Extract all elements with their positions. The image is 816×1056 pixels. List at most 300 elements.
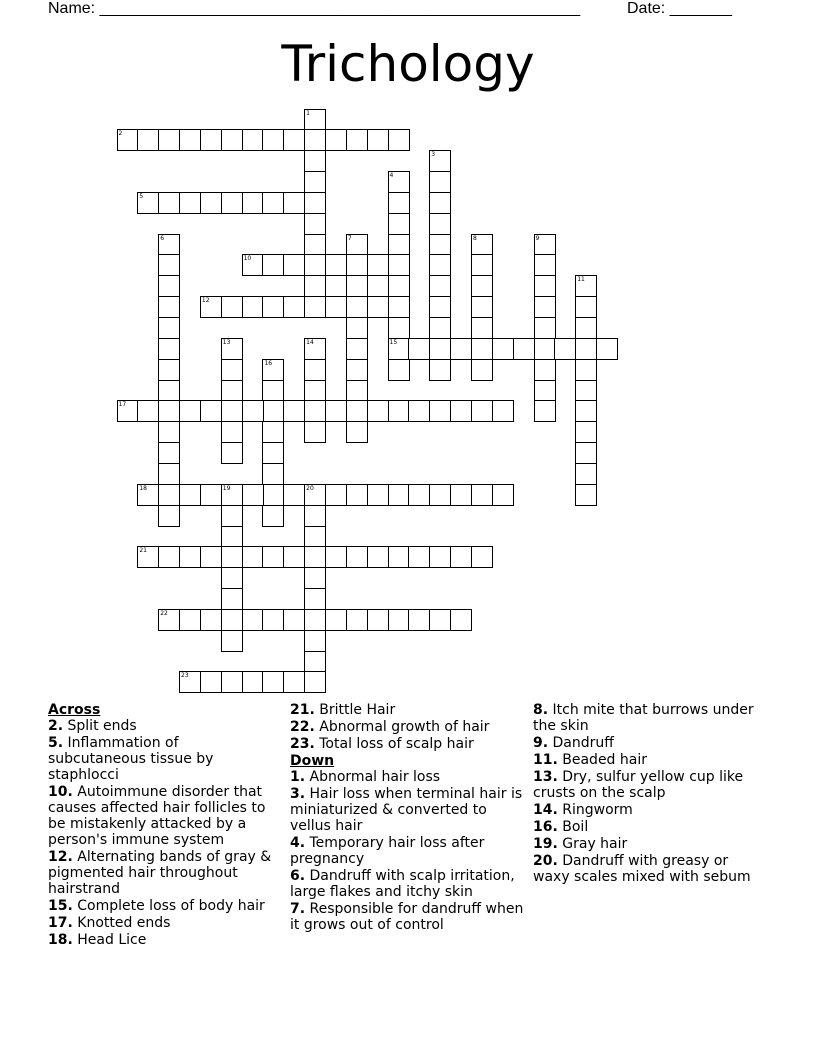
crossword-cell[interactable] [575,359,597,381]
across-clue-list-continued [290,702,528,752]
crossword-cell[interactable] [242,546,264,568]
clue-item [48,718,280,734]
clue-number-label: 15. [48,898,73,914]
crossword-cell[interactable] [158,400,180,422]
clue-number: 5 [139,192,144,200]
crossword-cell[interactable] [221,129,243,151]
crossword-cell[interactable] [471,317,493,339]
crossword-cell[interactable] [575,400,597,422]
crossword-cell[interactable] [304,380,326,402]
crossword-cell[interactable] [429,150,451,172]
crossword-cell[interactable] [221,338,243,360]
crossword-cell[interactable] [304,192,326,214]
crossword-cell[interactable] [534,400,556,422]
crossword-cell[interactable] [471,400,493,422]
clue-number: 11 [577,276,585,284]
crossword-cell[interactable] [388,317,410,339]
crossword-cell[interactable] [242,296,264,318]
clue-number: 22 [160,609,168,617]
clue-item [290,769,528,785]
clue-text: Head Lice [72,932,147,948]
crossword-cell[interactable] [450,400,472,422]
crossword-cell[interactable] [304,526,326,548]
crossword-cell[interactable] [534,275,556,297]
clue-number: 13 [222,338,231,346]
crossword-cell[interactable] [221,192,243,214]
crossword-cell[interactable] [179,671,201,693]
crossword-cell[interactable] [575,484,597,506]
clue-number-label: 2. [48,718,64,734]
crossword-cell[interactable] [388,400,410,422]
crossword-cell[interactable] [304,213,326,235]
crossword-cell[interactable] [346,254,368,276]
crossword-cell[interactable] [534,296,556,318]
clue-item [533,802,768,818]
crossword-cell[interactable] [388,546,410,568]
crossword-cell[interactable] [346,317,368,339]
crossword-cell[interactable] [575,296,597,318]
crossword-cell[interactable] [304,484,326,506]
clue-item [290,736,528,752]
crossword-cell[interactable] [429,192,451,214]
crossword-cell[interactable] [429,275,451,297]
crossword-cell[interactable] [388,359,410,381]
crossword-cell[interactable] [304,588,326,610]
crossword-cell[interactable] [158,234,180,256]
crossword-cell[interactable] [388,609,410,631]
crossword-cell[interactable] [450,484,472,506]
crossword-cell[interactable] [200,400,222,422]
clue-number: 1 [306,109,310,117]
crossword-cell[interactable] [429,484,451,506]
clue-number-label: 6. [290,868,306,884]
crossword-cell[interactable] [534,254,556,276]
crossword-cell[interactable] [304,505,326,527]
crossword-cell[interactable] [471,484,493,506]
crossword-cell[interactable] [367,484,389,506]
crossword-cell[interactable] [534,338,556,360]
crossword-cell[interactable] [575,380,597,402]
crossword-cell[interactable] [554,338,576,360]
crossword-cell[interactable] [242,254,264,276]
crossword-cell[interactable] [304,359,326,381]
crossword-cell[interactable] [325,609,347,631]
crossword-cell[interactable] [158,254,180,276]
crossword-cell[interactable] [304,651,326,673]
clue-text: Dandruff [548,735,614,751]
crossword-cell[interactable] [450,338,472,360]
clue-item [290,868,528,900]
crossword-cell[interactable] [283,192,305,214]
clue-item [290,901,528,933]
clue-number-label: 4. [290,835,306,851]
crossword-cell[interactable] [346,129,368,151]
crossword-cell[interactable] [304,234,326,256]
crossword-cell[interactable] [242,192,264,214]
crossword-cell[interactable] [429,546,451,568]
crossword-cell[interactable] [304,338,326,360]
crossword-cell[interactable] [262,609,284,631]
clue-number: 6 [160,234,165,242]
crossword-cell[interactable] [158,484,180,506]
crossword-cell[interactable] [137,400,159,422]
crossword-cell[interactable] [304,630,326,652]
crossword-cell[interactable] [262,129,284,151]
crossword-cell[interactable] [575,317,597,339]
crossword-cell[interactable] [200,192,222,214]
crossword-cell[interactable] [137,546,159,568]
clue-number: 18 [139,484,147,492]
clues-column-1 [48,702,280,949]
clue-text: Beaded hair [557,752,647,768]
clue-number: 15 [389,338,398,346]
crossword-cell[interactable] [471,546,493,568]
crossword-cell[interactable] [304,400,326,422]
clue-text: Dry, sulfur yellow cup like crusts on the scalp [533,769,744,801]
crossword-cell[interactable] [388,275,410,297]
crossword-cell[interactable] [221,421,243,443]
clue-text: Gray hair [557,836,628,852]
crossword-cell[interactable] [158,275,180,297]
clue-item [533,769,768,801]
crossword-cell[interactable] [158,505,180,527]
crossword-cell[interactable] [158,359,180,381]
crossword-cell[interactable] [325,254,347,276]
crossword-cell[interactable] [367,254,389,276]
crossword-cell[interactable] [117,400,139,422]
crossword-cell[interactable] [429,234,451,256]
crossword-cell[interactable] [492,484,514,506]
crossword-cell[interactable] [283,609,305,631]
crossword-cell[interactable] [283,484,305,506]
crossword-cell[interactable] [221,296,243,318]
clue-text: Responsible for dandruff when it grows out of control [290,901,524,933]
clue-number: 19 [222,484,231,492]
crossword-cell[interactable] [262,671,284,693]
crossword-cell[interactable] [304,109,326,131]
crossword-cell[interactable] [346,546,368,568]
clue-text: Boil [557,819,589,835]
clue-item [48,735,280,783]
crossword-cell[interactable] [367,296,389,318]
crossword-cell[interactable] [388,296,410,318]
crossword-cell[interactable] [367,546,389,568]
crossword-cell[interactable] [346,338,368,360]
crossword-cell[interactable] [388,213,410,235]
clue-text: Inflammation of subcutaneous tissue by staphlocci [48,735,214,783]
crossword-cell[interactable] [283,546,305,568]
crossword-cell[interactable] [262,484,284,506]
crossword-cell[interactable] [283,129,305,151]
crossword-cell[interactable] [262,463,284,485]
crossword-cell[interactable] [346,609,368,631]
crossword-cell[interactable] [158,421,180,443]
crossword-cell[interactable] [158,380,180,402]
crossword-cell[interactable] [346,421,368,443]
name-field-label: Name: ______________________________________________________ [48,0,581,17]
clue-text: Knotted ends [72,915,171,931]
crossword-cell[interactable] [242,484,264,506]
crossword-cell[interactable] [262,192,284,214]
crossword-cell[interactable] [137,484,159,506]
clue-number: 9 [535,234,540,242]
clue-number: 12 [201,297,210,305]
clue-number-label: 5. [48,735,64,751]
clue-item [48,915,280,931]
crossword-cell[interactable] [346,234,368,256]
crossword-cell[interactable] [200,484,222,506]
crossword-cell[interactable] [388,484,410,506]
crossword-cell[interactable] [534,317,556,339]
crossword-cell[interactable] [408,338,430,360]
crossword-cell[interactable] [221,588,243,610]
crossword-cell[interactable] [388,192,410,214]
crossword-cell[interactable] [221,546,243,568]
clue-text: Dandruff with greasy or waxy scales mixed with sebum [533,853,751,885]
crossword-cell[interactable] [471,296,493,318]
crossword-cell[interactable] [304,254,326,276]
crossword-cell[interactable] [221,380,243,402]
crossword-cell[interactable] [429,359,451,381]
crossword-cell[interactable] [242,609,264,631]
crossword-cell[interactable] [200,609,222,631]
crossword-cell[interactable] [304,150,326,172]
clue-text: Brittle Hair [314,702,396,718]
clue-item [48,784,280,848]
clue-number-label: 1. [290,769,306,785]
clue-text: Hair loss when terminal hair is miniaturized & converted to vellus hair [290,786,523,834]
clue-number-label: 12. [48,849,73,865]
crossword-cell[interactable] [158,338,180,360]
clues-column-2 [290,702,528,934]
crossword-cell[interactable] [408,400,430,422]
crossword-cell[interactable] [283,671,305,693]
crossword-cell[interactable] [179,192,201,214]
crossword-cell[interactable] [325,296,347,318]
crossword-cell[interactable] [179,129,201,151]
down-clue-list [290,769,528,933]
crossword-cell[interactable] [262,380,284,402]
crossword-cell[interactable] [304,609,326,631]
crossword-cell[interactable] [429,317,451,339]
clue-number-label: 18. [48,932,73,948]
crossword-cell[interactable] [221,526,243,548]
crossword-cell[interactable] [137,129,159,151]
clue-number: 23 [181,672,189,680]
crossword-cell[interactable] [221,442,243,464]
crossword-cell[interactable] [429,296,451,318]
clue-number: 8 [472,234,477,242]
date-field-label: Date: _______ [627,0,732,17]
clue-number: 20 [306,484,314,492]
clue-item [533,819,768,835]
clue-number: 3 [431,151,436,159]
crossword-cell[interactable] [304,171,326,193]
crossword-cell[interactable] [388,338,410,360]
crossword-cell[interactable] [304,275,326,297]
clue-number-label: 8. [533,702,549,718]
crossword-cell[interactable] [158,192,180,214]
crossword-cell[interactable] [346,275,368,297]
crossword-cell[interactable] [221,484,243,506]
crossword-cell[interactable] [346,359,368,381]
crossword-cell[interactable] [283,296,305,318]
crossword-cell[interactable] [283,400,305,422]
crossword-cell[interactable] [596,338,618,360]
crossword-cell[interactable] [471,275,493,297]
crossword-cell[interactable] [179,400,201,422]
crossword-cell[interactable] [262,442,284,464]
crossword-cell[interactable] [158,296,180,318]
clue-item [533,735,768,751]
clue-number-label: 17. [48,915,73,931]
crossword-cell[interactable] [367,609,389,631]
crossword-cell[interactable] [429,609,451,631]
crossword-cell[interactable] [158,546,180,568]
crossword-cell[interactable] [429,254,451,276]
crossword-cell[interactable] [242,129,264,151]
clue-number-label: 10. [48,784,73,800]
clue-number: 10 [243,255,252,263]
crossword-cell[interactable] [575,275,597,297]
crossword-cell[interactable] [200,129,222,151]
clues-column-3 [533,702,768,886]
crossword-cell[interactable] [158,442,180,464]
crossword-cell[interactable] [200,546,222,568]
crossword-cell[interactable] [221,400,243,422]
down-heading: Down [290,753,335,769]
crossword-cell[interactable] [346,380,368,402]
clue-text: Autoimmune disorder that causes affected hair follicles to be mistakenly attacked by a person's immune system [48,784,266,848]
crossword-cell[interactable] [200,671,222,693]
crossword-cell[interactable] [262,546,284,568]
crossword-cell[interactable] [471,338,493,360]
clue-text: Alternating bands of gray & pigmented hair throughout hairstrand [48,849,272,897]
crossword-cell[interactable] [471,254,493,276]
crossword-cell[interactable] [262,421,284,443]
crossword-cell[interactable] [513,338,535,360]
crossword-cell[interactable] [429,171,451,193]
crossword-cell[interactable] [325,484,347,506]
crossword-cell[interactable] [262,505,284,527]
crossword-cell[interactable] [158,463,180,485]
crossword-cell[interactable] [304,421,326,443]
clue-number: 14 [306,338,314,346]
crossword-cell[interactable] [346,296,368,318]
crossword-cell[interactable] [179,609,201,631]
crossword-cell[interactable] [325,129,347,151]
crossword-cell[interactable] [388,234,410,256]
crossword-cell[interactable] [221,567,243,589]
crossword-cell[interactable] [221,630,243,652]
crossword-cell[interactable] [221,359,243,381]
crossword-cell[interactable] [450,546,472,568]
crossword-cell[interactable] [367,400,389,422]
clue-number: 16 [264,359,273,367]
down-clue-list-continued [533,702,768,885]
crossword-cell[interactable] [408,546,430,568]
crossword-cell[interactable] [429,213,451,235]
crossword-cell[interactable] [388,129,410,151]
crossword-cell[interactable] [408,609,430,631]
clue-item [290,719,528,735]
page-title: Trichology [281,35,535,93]
clue-text: Total loss of scalp hair [314,736,474,752]
crossword-cell[interactable] [471,234,493,256]
crossword-cell[interactable] [221,609,243,631]
crossword-cell[interactable] [304,567,326,589]
crossword-cell[interactable] [325,400,347,422]
crossword-cell[interactable] [346,400,368,422]
crossword-cell[interactable] [304,129,326,151]
clue-number: 21 [139,547,147,555]
crossword-cell[interactable] [346,484,368,506]
crossword-cell[interactable] [388,254,410,276]
crossword-cell[interactable] [492,400,514,422]
crossword-cell[interactable] [304,546,326,568]
crossword-cell[interactable] [117,129,139,151]
clue-number-label: 19. [533,836,558,852]
crossword-cell[interactable] [575,442,597,464]
crossword-cell[interactable] [492,338,514,360]
crossword-cell[interactable] [429,400,451,422]
crossword-cell[interactable] [158,317,180,339]
crossword-cell[interactable] [179,484,201,506]
clue-number-label: 20. [533,853,558,869]
crossword-cell[interactable] [429,338,451,360]
crossword-cell[interactable] [262,254,284,276]
clue-item [48,849,280,897]
crossword-cell[interactable] [304,671,326,693]
crossword-cell[interactable] [575,338,597,360]
crossword-cell[interactable] [534,359,556,381]
crossword-cell[interactable] [283,254,305,276]
crossword-cell[interactable] [242,671,264,693]
clue-item [533,752,768,768]
clue-item [533,836,768,852]
crossword-cell[interactable] [158,129,180,151]
crossword-cell[interactable] [388,171,410,193]
crossword-cell[interactable] [221,671,243,693]
crossword-cell[interactable] [534,380,556,402]
crossword-cell[interactable] [471,359,493,381]
clue-item [48,898,280,914]
crossword-cell[interactable] [325,546,347,568]
crossword-cell[interactable] [221,505,243,527]
clue-number-label: 21. [290,702,315,718]
crossword-cell[interactable] [200,296,222,318]
clue-text: Split ends [63,718,137,734]
crossword-cell[interactable] [179,546,201,568]
clue-number: 2 [118,130,123,138]
crossword-cell[interactable] [137,192,159,214]
crossword-cell[interactable] [575,463,597,485]
crossword-cell[interactable] [367,129,389,151]
clue-number-label: 16. [533,819,558,835]
crossword-cell[interactable] [262,296,284,318]
crossword-cell[interactable] [158,609,180,631]
clue-text: Ringworm [557,802,633,818]
crossword-cell[interactable] [450,609,472,631]
crossword-cell[interactable] [408,484,430,506]
crossword-cell[interactable] [242,400,264,422]
crossword-cell[interactable] [575,421,597,443]
crossword-cell[interactable] [304,296,326,318]
clue-number-label: 9. [533,735,549,751]
crossword-cell[interactable] [534,234,556,256]
crossword-cell[interactable] [262,400,284,422]
crossword-cell[interactable] [262,359,284,381]
